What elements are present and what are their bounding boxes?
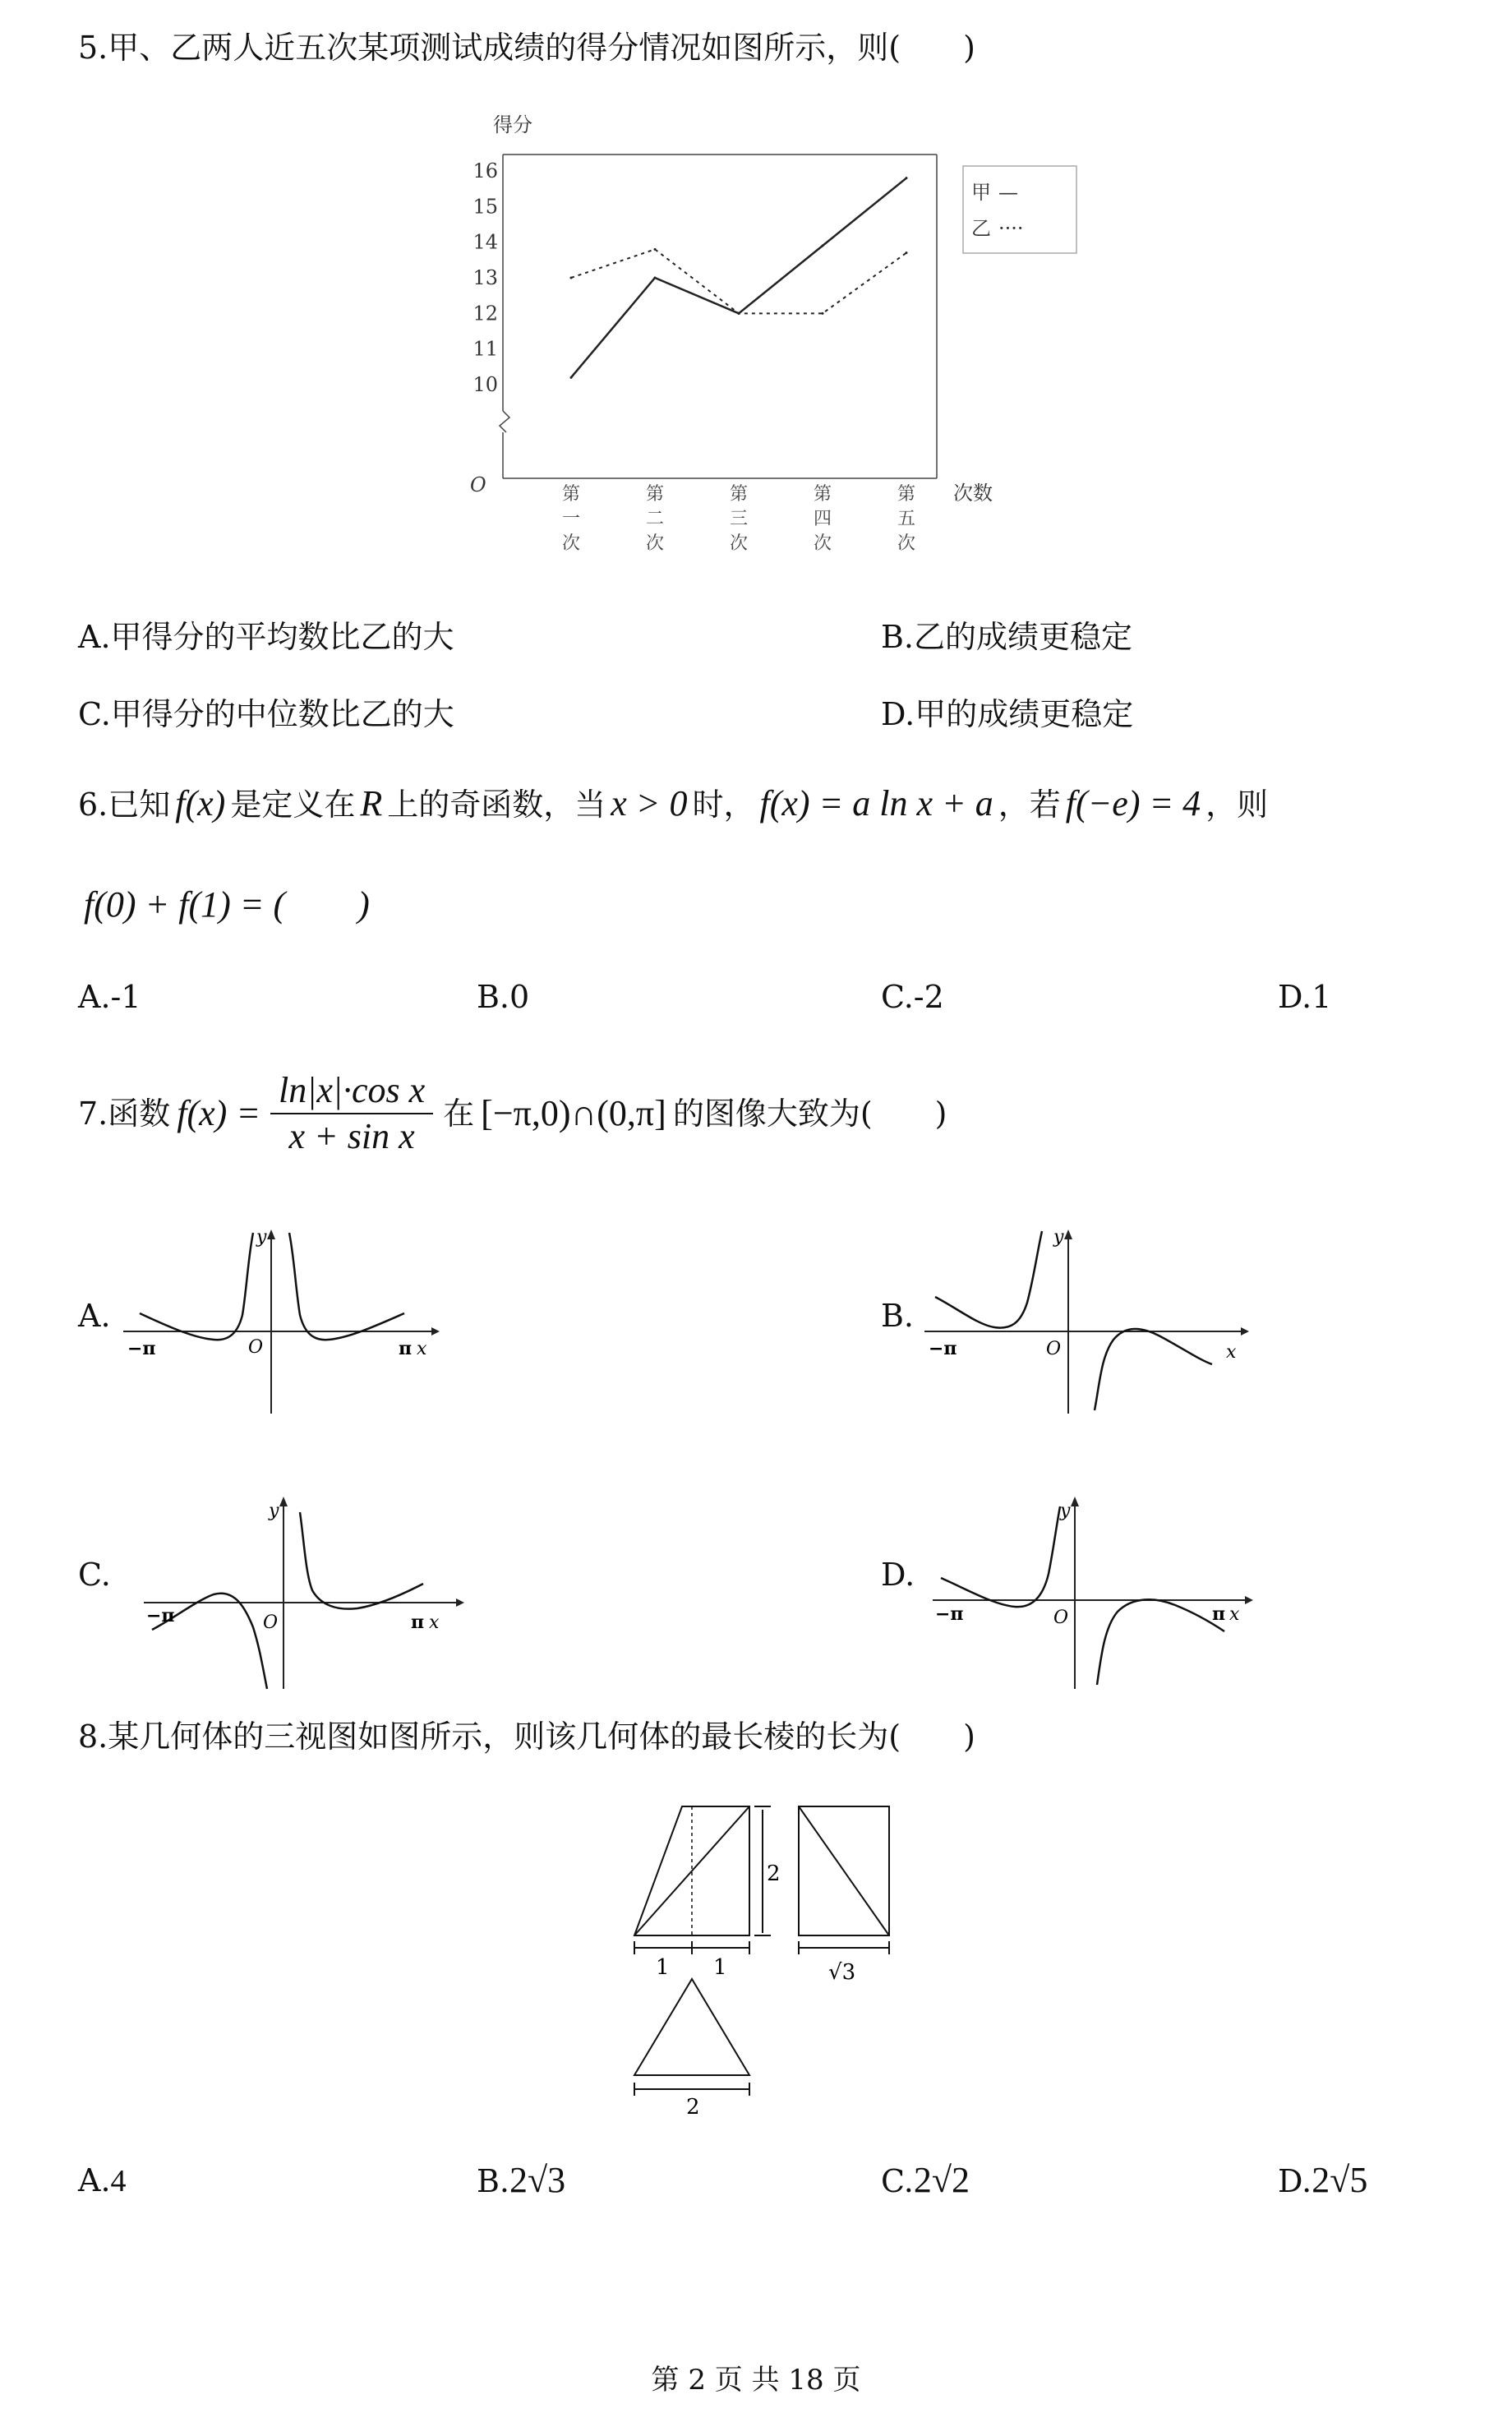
legend-mark: — xyxy=(998,181,1018,204)
top-view xyxy=(634,1979,749,2096)
q7-fraction xyxy=(270,1072,433,1156)
label-pi: π xyxy=(411,1612,425,1633)
label-y: y xyxy=(1060,1501,1071,1521)
q8-option-b xyxy=(477,2161,565,2200)
q7-option-a-label: A. xyxy=(78,1298,111,1334)
y-tick-label: 14 xyxy=(472,230,498,254)
label-origin: O xyxy=(1053,1608,1069,1628)
x-tick-label: 第 xyxy=(897,484,916,505)
label-neg-pi: −π xyxy=(127,1338,156,1359)
q6-text-3: 时， xyxy=(692,787,755,823)
q5-option-b: B.乙的成绩更稳定 xyxy=(881,619,1133,655)
x-tick-label: 三 xyxy=(729,509,749,529)
x-axis-arrow xyxy=(431,1327,440,1336)
front-view xyxy=(634,1806,771,1954)
y-axis-label: 得分 xyxy=(493,113,532,136)
q8-three-view-diagram xyxy=(625,1792,920,2137)
q7-option-b-label: B. xyxy=(881,1298,915,1334)
y-tick-label: 16 xyxy=(472,159,498,182)
label-pi: π xyxy=(1212,1603,1226,1625)
q8-option-a-label: A. xyxy=(78,2162,111,2198)
x-tick-label: 一 xyxy=(561,509,581,529)
legend-mark: ···· xyxy=(998,217,1024,240)
label-origin: O xyxy=(263,1612,279,1633)
top-view-outline xyxy=(634,1979,749,2075)
q8-option-c xyxy=(881,2161,970,2200)
q8-option-a xyxy=(78,2161,127,2200)
x-tick-label: 第 xyxy=(645,484,665,505)
q8-option-c-value: 2√2 xyxy=(913,2160,970,2200)
q6-text-5: ，则 xyxy=(1205,787,1269,823)
q6-option-b: B.0 xyxy=(477,979,530,1015)
q6-option-c: C.-2 xyxy=(881,979,944,1015)
x-tick-label: 次 xyxy=(561,533,581,554)
q6-option-d: D.1 xyxy=(1278,979,1332,1015)
y-tick-label: 13 xyxy=(472,266,498,289)
y-axis-arrow xyxy=(1064,1229,1072,1239)
q5-option-c: C.甲得分的中位数比乙的大 xyxy=(78,696,454,732)
curve-right xyxy=(289,1233,404,1340)
q7-stem xyxy=(78,1060,947,1167)
label-origin: O xyxy=(1046,1339,1062,1359)
label-neg-pi: −π xyxy=(929,1338,957,1359)
q8-option-d-label: D. xyxy=(1278,2163,1312,2199)
label-neg-pi: −π xyxy=(146,1605,175,1626)
q7-option-d-label: D. xyxy=(881,1557,915,1593)
curve-right xyxy=(1095,1329,1212,1410)
x-axis-arrow xyxy=(456,1599,464,1607)
label-x: x xyxy=(417,1339,427,1359)
q8-option-d xyxy=(1278,2161,1367,2200)
q6-option-a: A.-1 xyxy=(78,979,141,1015)
x-tick-label: 第 xyxy=(813,484,832,505)
dim-top-width-label: 2 xyxy=(686,2095,700,2120)
side-view-diagonal xyxy=(799,1806,889,1935)
y-tick-label: 12 xyxy=(472,302,498,325)
q7-numerator: ln|x|·cos x xyxy=(270,1072,433,1114)
q8-option-b-label: B. xyxy=(477,2163,510,2199)
x-tick-label: 四 xyxy=(813,509,832,529)
page-footer: 第 2 页 共 18 页 xyxy=(651,2364,861,2397)
y-tick-label: 15 xyxy=(472,195,498,219)
q7-num: 7.函数 xyxy=(78,1096,171,1132)
dim-right-label: 1 xyxy=(713,1955,727,1980)
data-point xyxy=(906,177,908,179)
q6-set-r: R xyxy=(360,783,383,823)
x-tick-label: 次 xyxy=(729,533,749,554)
q6-text-4: ，若 xyxy=(998,787,1061,823)
label-y: y xyxy=(269,1501,279,1521)
q5-line-chart xyxy=(460,107,1085,584)
q6-text-2: 上的奇函数，当 xyxy=(387,787,606,823)
q7-graph-d xyxy=(920,1492,1265,1697)
q7-text-1: 在 xyxy=(443,1096,475,1132)
x-tick-label: 次 xyxy=(897,533,916,554)
data-point xyxy=(570,376,573,379)
data-point xyxy=(822,245,824,247)
data-point xyxy=(570,277,573,279)
q7-graph-a xyxy=(115,1225,444,1422)
q7-graph-c xyxy=(131,1492,477,1697)
q7-lhs: f(x) = xyxy=(177,1093,261,1133)
x-tick-label: 五 xyxy=(897,509,916,529)
curve-right xyxy=(300,1512,423,1609)
curve-left xyxy=(941,1506,1060,1607)
y-axis-break xyxy=(500,411,509,432)
q5-stem: 5.甲、乙两人近五次某项测试成绩的得分情况如图所示，则( ) xyxy=(78,30,975,66)
data-point xyxy=(906,251,908,254)
x-tick-label: 第 xyxy=(561,484,581,505)
q5-option-a: A.甲得分的平均数比乙的大 xyxy=(78,619,454,655)
label-x: x xyxy=(429,1612,440,1633)
dim-side-width-label: √3 xyxy=(828,1960,856,1985)
y-tick-label: 11 xyxy=(472,337,498,361)
q6-expression: f(0) + f(1) = ( ) xyxy=(84,884,370,925)
data-point xyxy=(654,248,657,251)
x-tick-label: 二 xyxy=(645,509,665,529)
q6-fx: f(x) xyxy=(175,783,226,823)
label-pi: π xyxy=(399,1338,413,1359)
series-line-jia xyxy=(571,178,906,378)
q8-option-a-value: 4 xyxy=(110,2164,127,2198)
x-tick-label: 第 xyxy=(729,484,749,505)
data-point xyxy=(654,277,657,279)
q6-condition: x > 0 xyxy=(611,783,688,823)
y-axis-arrow xyxy=(1071,1497,1079,1506)
x-axis-arrow xyxy=(1241,1327,1249,1336)
q8-stem: 8.某几何体的三视图如图所示，则该几何体的最长棱的长为( ) xyxy=(78,1718,975,1755)
label-y: y xyxy=(256,1227,267,1248)
q8-option-d-value: 2√5 xyxy=(1311,2160,1368,2200)
data-point xyxy=(738,312,740,315)
legend-label: 甲 xyxy=(971,181,991,204)
y-axis-arrow xyxy=(267,1229,275,1239)
label-x: x xyxy=(1226,1342,1237,1363)
q6-num: 6.已知 xyxy=(78,787,171,823)
curve-left xyxy=(935,1231,1042,1328)
curve-left xyxy=(140,1233,253,1340)
series-line-yi xyxy=(571,249,906,313)
dim-left-label: 1 xyxy=(656,1955,670,1980)
q5-option-d: D.甲的成绩更稳定 xyxy=(881,696,1134,732)
q6-definition: f(x) = a ln x + a xyxy=(759,783,993,823)
q7-text-2: 的图像大致为( ) xyxy=(672,1096,947,1132)
front-view-diagonal xyxy=(634,1806,749,1935)
label-neg-pi: −π xyxy=(935,1603,964,1625)
legend-box xyxy=(963,166,1076,253)
legend-label: 乙 xyxy=(971,217,991,240)
origin-label: O xyxy=(470,473,486,496)
x-axis-arrow xyxy=(1245,1596,1253,1604)
side-view xyxy=(799,1806,889,1954)
q7-option-c-label: C. xyxy=(78,1557,111,1593)
dim-height-label: 2 xyxy=(767,1861,781,1886)
x-axis-label: 次数 xyxy=(953,482,993,505)
y-tick-label: 10 xyxy=(472,373,498,396)
q8-option-b-value: 2√3 xyxy=(509,2160,566,2200)
q7-graph-b xyxy=(912,1225,1257,1422)
label-origin: O xyxy=(248,1337,264,1358)
x-tick-label: 次 xyxy=(645,533,665,554)
curve-right xyxy=(1097,1599,1224,1685)
q6-text-1: 是定义在 xyxy=(230,787,356,823)
x-tick-label: 次 xyxy=(813,533,832,554)
q7-denominator: x + sin x xyxy=(288,1116,415,1156)
label-y: y xyxy=(1053,1227,1064,1248)
q7-domain: [−π,0)∩(0,π] xyxy=(481,1093,666,1133)
y-axis-arrow xyxy=(279,1497,288,1506)
q6-stem xyxy=(78,785,1268,823)
q8-option-c-label: C. xyxy=(881,2163,914,2199)
q6-given: f(−e) = 4 xyxy=(1065,783,1201,823)
data-point xyxy=(822,312,824,315)
label-x: x xyxy=(1229,1604,1240,1625)
